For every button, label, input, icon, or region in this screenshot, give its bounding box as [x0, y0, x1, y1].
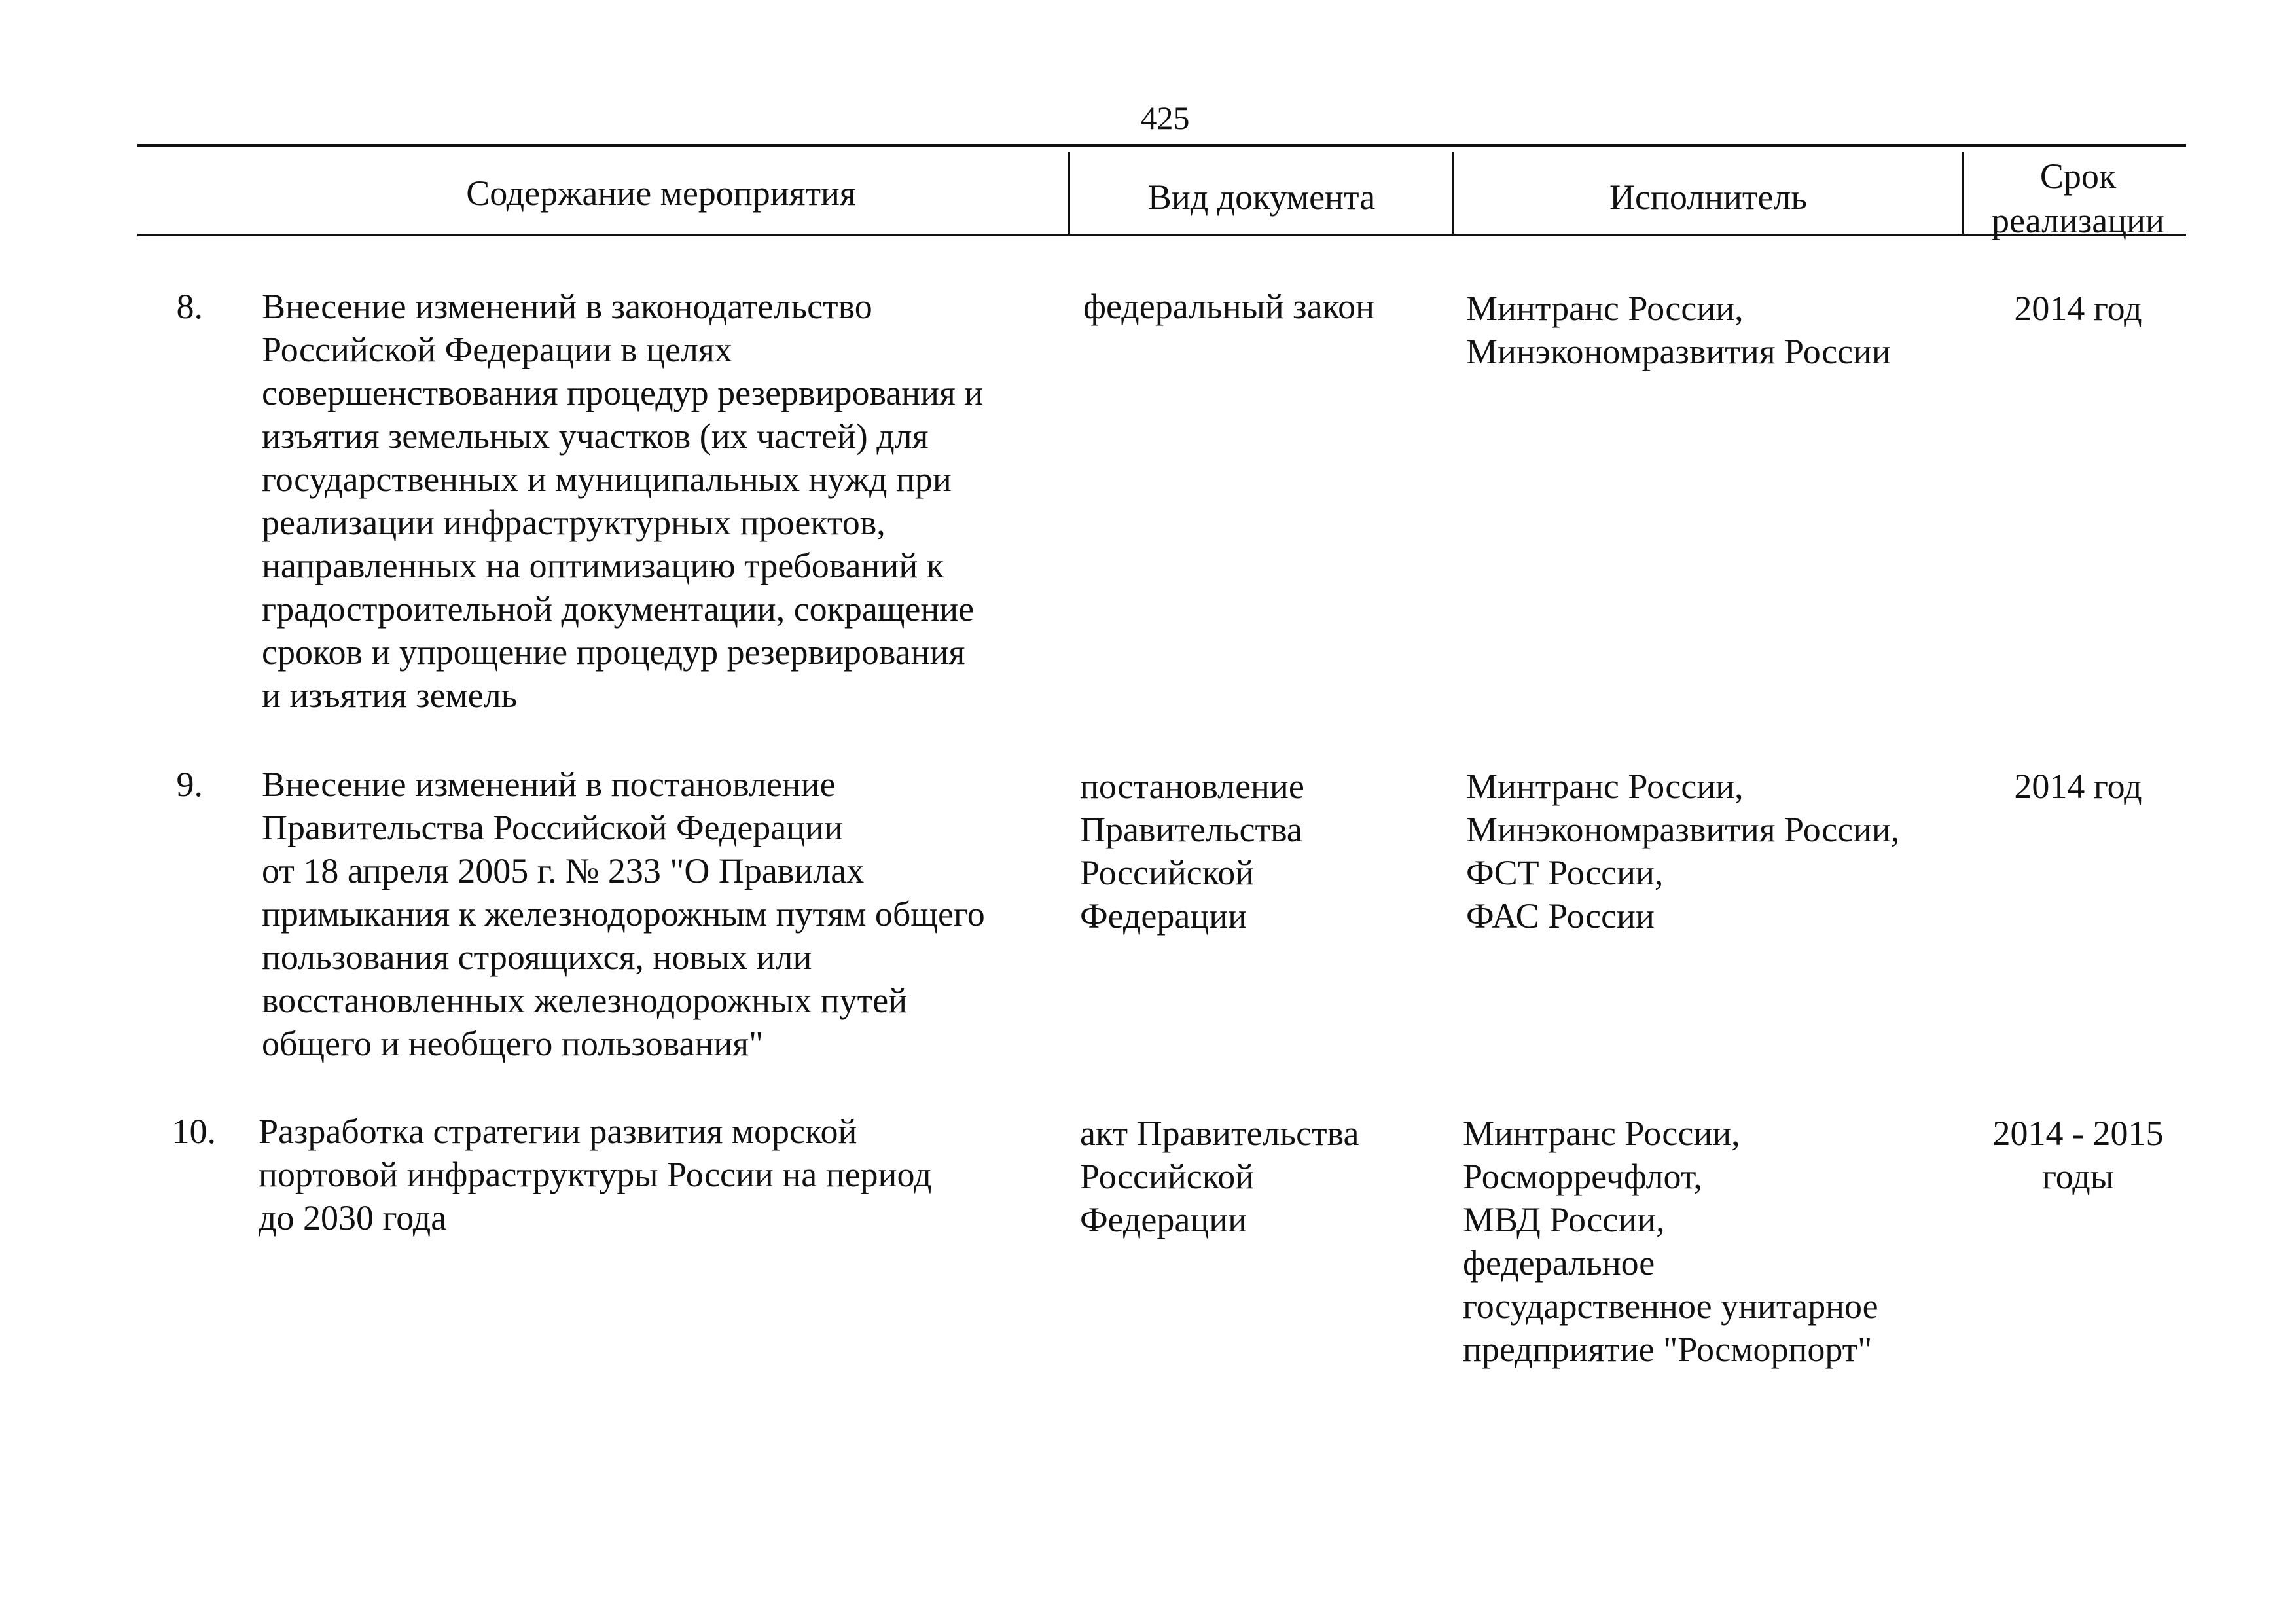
header-top-rule — [137, 144, 2186, 147]
row-8-content-line: градостроительной документации, сокращение — [262, 589, 975, 629]
row-9-doc-type-line: Федерации — [1080, 896, 1247, 936]
row-9-executor-line: ФАС России — [1466, 896, 1655, 936]
row-10-executor-line: Минтранс России, — [1463, 1114, 1740, 1153]
row-8-doc-type-line: федеральный закон — [1083, 287, 1374, 326]
header-divider-2 — [1452, 152, 1454, 236]
row-9-executor — [1466, 765, 1899, 938]
row-9-doc-type — [1080, 765, 1304, 938]
row-8-doc-type — [1083, 285, 1374, 328]
row-8-executor-line: Минэкономразвития России — [1466, 332, 1891, 371]
row-8-number: 8. — [176, 287, 203, 326]
row-10-number: 10. — [171, 1112, 216, 1151]
header-divider-1 — [1068, 152, 1070, 236]
row-10-doc-type-line: Федерации — [1080, 1200, 1247, 1239]
row-10-executor-line: Росморречфлот, — [1463, 1157, 1702, 1196]
header-executor: Исполнитель — [1609, 177, 1808, 217]
header-divider-3 — [1962, 152, 1964, 236]
row-8-content-line: Российской Федерации в целях — [262, 330, 732, 369]
row-10-term-line: 2014 - 2015 — [1992, 1114, 2164, 1153]
page-number: 425 — [1140, 100, 1190, 136]
row-10-content-line: портовой инфраструктуры России на период — [259, 1155, 932, 1194]
row-8-content-line: сроков и упрощение процедур резервирования — [262, 632, 965, 672]
row-9-doc-type-line: Российской — [1080, 853, 1255, 892]
row-9-doc-type-line: Правительства — [1080, 810, 1302, 849]
row-9-content-line: от 18 апреля 2005 г. № 233 "О Правилах — [262, 851, 865, 890]
row-8-content-line: направленных на оптимизацию требований к — [262, 546, 944, 585]
row-10-content-line: Разработка стратегии развития морской — [259, 1112, 857, 1151]
row-10-executor-line: МВД России, — [1463, 1200, 1665, 1239]
row-8-content-line: изъятия земельных участков (их частей) для — [262, 416, 929, 456]
row-8-content — [262, 285, 983, 717]
row-10-executor — [1463, 1112, 1878, 1371]
header-term-line1: Срок — [2039, 156, 2117, 196]
row-9-term-line: 2014 год — [2014, 767, 2142, 806]
row-8-executor-line: Минтранс России, — [1466, 289, 1744, 328]
row-10-term — [1967, 1112, 2189, 1198]
row-9-content-line: Правительства Российской Федерации — [262, 808, 843, 847]
row-10-executor-line: предприятие "Росморпорт" — [1463, 1330, 1873, 1369]
row-8-content-line: совершенствования процедур резервирования и — [262, 373, 984, 412]
row-8-content-line: Внесение изменений в законодательство — [262, 287, 872, 326]
row-9-number: 9. — [176, 765, 203, 804]
row-10-executor-line: федеральное — [1463, 1243, 1655, 1283]
row-8-content-line: государственных и муниципальных нужд при — [262, 460, 952, 499]
row-10-term-line: годы — [2041, 1157, 2114, 1196]
row-10-executor-line: государственное унитарное — [1463, 1286, 1878, 1326]
row-8-term-line: 2014 год — [2014, 289, 2142, 328]
row-9-content-line: восстановленных железнодорожных путей — [262, 981, 908, 1020]
row-10-doc-type-line: акт Правительства — [1080, 1114, 1359, 1153]
row-8-content-line: реализации инфраструктурных проектов, — [262, 503, 886, 542]
header-content: Содержание мероприятия — [466, 173, 856, 213]
row-10-content-line: до 2030 года — [259, 1198, 447, 1237]
row-9-content-line: примыкания к железнодорожным путям общего — [262, 894, 985, 934]
row-9-executor-line: Минтранс России, — [1466, 767, 1744, 806]
header-bottom-rule — [137, 234, 2186, 236]
row-9-content-line: общего и необщего пользования" — [262, 1024, 764, 1063]
row-8-content-line: и изъятия земель — [262, 676, 518, 715]
row-8-executor — [1466, 287, 1891, 373]
row-9-term — [1967, 765, 2189, 808]
row-9-executor-line: ФСТ России, — [1466, 853, 1664, 892]
header-term-line2: реализации — [1992, 201, 2164, 240]
row-10-content — [259, 1110, 931, 1239]
row-9-doc-type-line: постановление — [1080, 767, 1304, 806]
row-10-doc-type — [1080, 1112, 1359, 1241]
row-9-content-line: пользования строящихся, новых или — [262, 938, 812, 977]
row-10-doc-type-line: Российской — [1080, 1157, 1255, 1196]
row-9-content — [262, 763, 985, 1065]
header-doc-type: Вид документа — [1147, 177, 1376, 217]
row-9-content-line: Внесение изменений в постановление — [262, 765, 836, 804]
row-9-executor-line: Минэкономразвития России, — [1466, 810, 1900, 849]
row-8-term — [1967, 287, 2189, 330]
